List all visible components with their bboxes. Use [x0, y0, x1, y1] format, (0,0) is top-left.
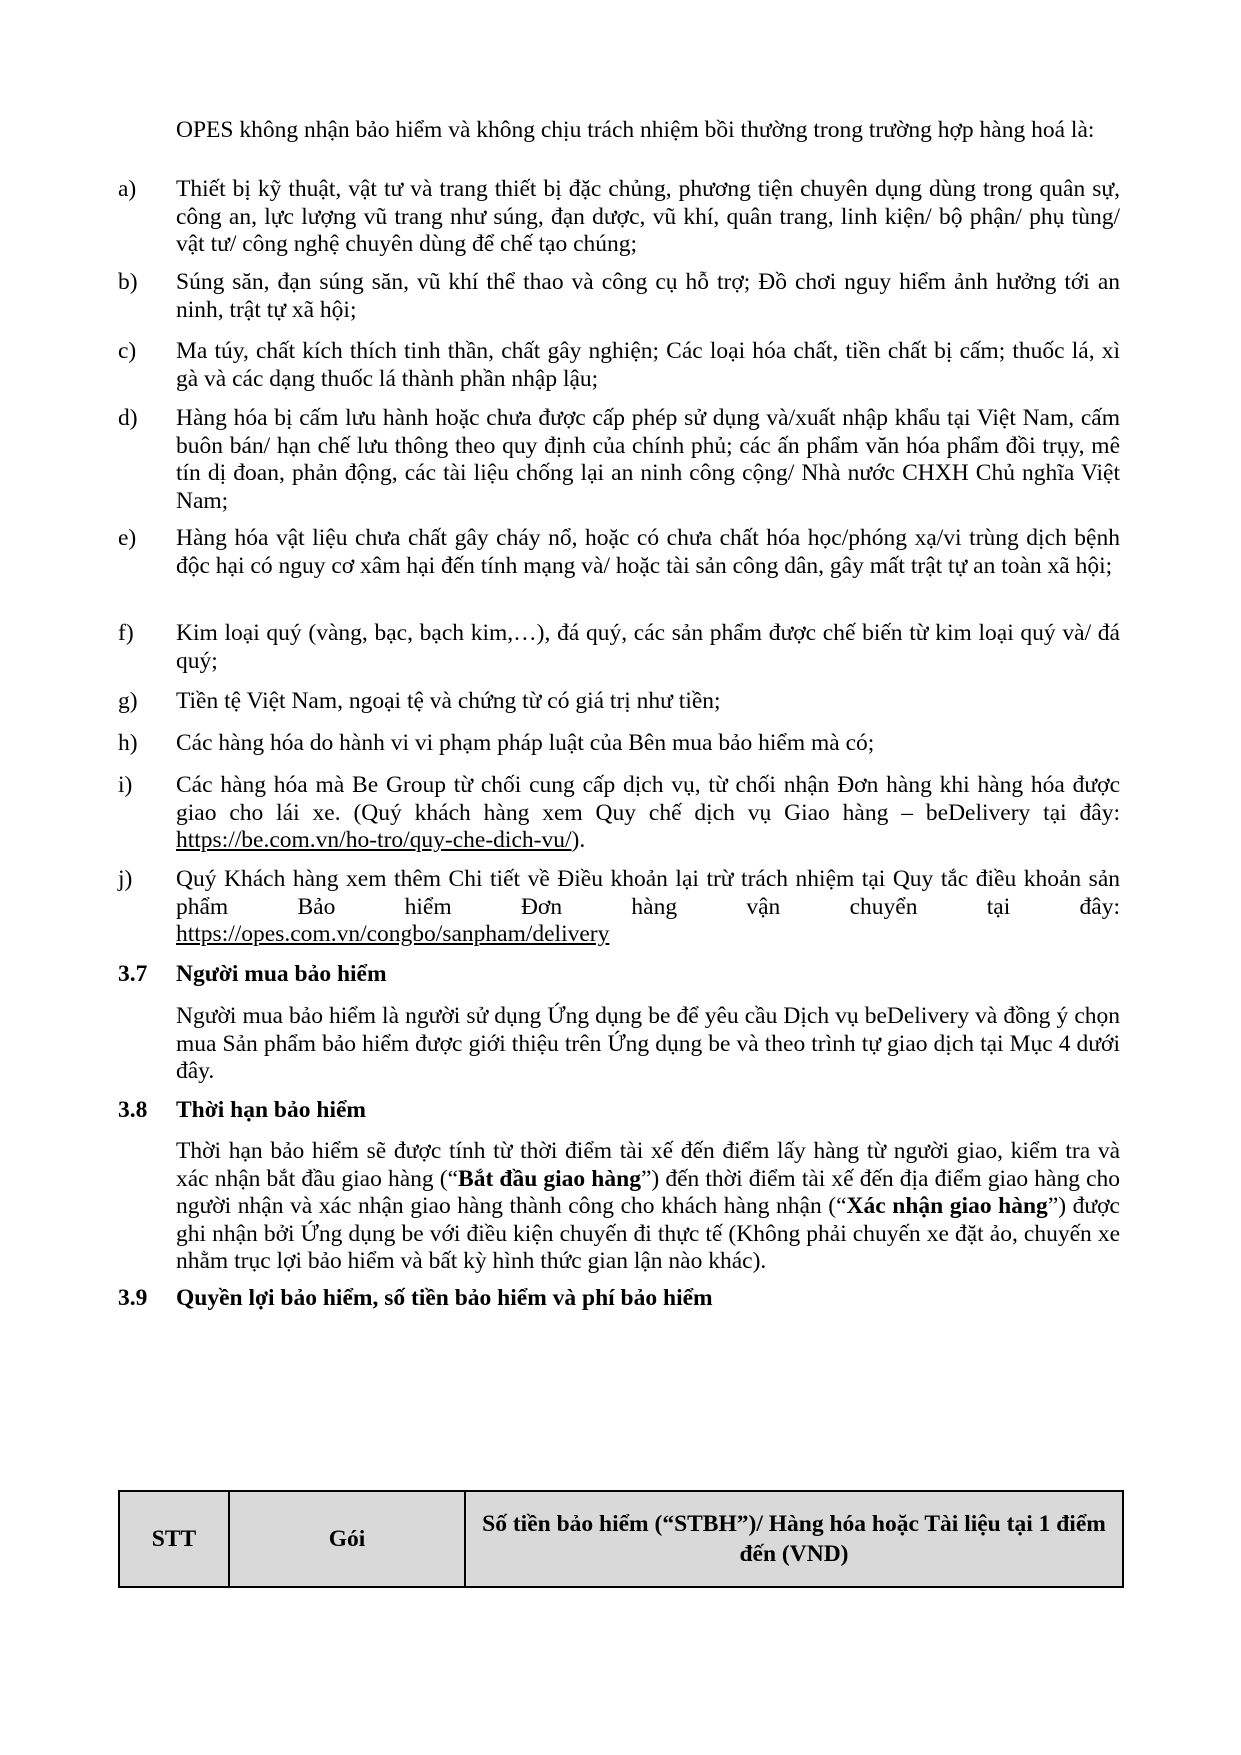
body-text: ”) được ghi nhận bởi Ứng dụng be với điều kiện chuyến đi thực tế (Không phải chuyến xe đặt ảo, chuyến xe nhằm trục lợi bảo hiểm và bất kỳ hình thức gian lận nào khác). [176, 1193, 1120, 1274]
section-3-7-body: Người mua bảo hiểm là người sử dụng Ứng dụng be để yêu cầu Dịch vụ beDelivery và đồng ý chọn mua Sản phẩm bảo hiểm được giới thiệu trên Ứng dụng be và theo trình tự giao dịch tại Mục 4 dưới đây. [176, 1003, 1120, 1084]
section-heading-3-9 [118, 1285, 1120, 1313]
section-heading-3-7 [118, 961, 1120, 989]
list-label: d) [118, 405, 138, 431]
item-j-text: Quý Khách hàng xem thêm Chi tiết về Điều khoản lại trừ trách nhiệm tại Quy tắc điều khoản sản phẩm Bảo hiểm Đơn hàng vận chuyển tại đây: [176, 866, 1120, 920]
list-text: Tiền tệ Việt Nam, ngoại tệ và chứng từ có giá trị như tiền; [176, 688, 721, 714]
section-number: 3.9 [118, 1285, 148, 1311]
list-text: Hàng hóa bị cấm lưu hành hoặc chưa được cấp phép sử dụng và/xuất nhập khẩu tại Việt Nam, cấm buôn bán/ hạn chế lưu thông theo quy định của chính phủ; các ấn phẩm văn hóa phẩm đồi trụy, mê tín dị đoan, phản động, các tài liệu chống lại an ninh công cộng/ Nhà nước CHXH Chủ nghĩa Việt Nam; [176, 405, 1120, 514]
list-text: Các hàng hóa do hành vi vi phạm pháp luật của Bên mua bảo hiểm mà có; [176, 730, 875, 756]
list-label: j) [118, 866, 133, 892]
list-label: b) [118, 269, 138, 295]
exclusion-item-b [118, 269, 1120, 324]
list-text: Ma túy, chất kích thích tinh thần, chất gây nghiện; Các loại hóa chất, tiền chất bị cấm; thuốc lá, xì gà và các dạng thuốc lá thành phần nhập lậu; [176, 338, 1120, 392]
be-policy-link[interactable]: https://be.com.vn/ho-tro/quy-che-dich-vu/ [176, 827, 572, 853]
section-heading-3-8 [118, 1097, 1120, 1125]
column-header-stt: STT [119, 1491, 229, 1587]
bold-term: Xác nhận giao hàng [846, 1193, 1048, 1219]
exclusion-item-j [118, 866, 1120, 949]
list-label: a) [118, 176, 137, 202]
exclusion-item-i [118, 772, 1120, 855]
exclusion-item-g [118, 688, 1120, 716]
opes-delivery-link[interactable]: https://opes.com.vn/congbo/sanpham/delivery [176, 921, 610, 947]
table-header-row [119, 1491, 1123, 1587]
exclusion-item-c [118, 338, 1120, 393]
column-header-sum-insured: Số tiền bảo hiểm (“STBH”)/ Hàng hóa hoặc Tài liệu tại 1 điểm đến (VND) [465, 1491, 1123, 1587]
intro-paragraph: OPES không nhận bảo hiểm và không chịu trách nhiệm bồi thường trong trường hợp hàng hoá là: [176, 117, 1095, 143]
list-text [176, 772, 1120, 855]
list-label: c) [118, 338, 137, 364]
list-label: g) [118, 688, 138, 714]
section-title: Quyền lợi bảo hiểm, số tiền bảo hiểm và phí bảo hiểm [176, 1285, 713, 1311]
list-label: h) [118, 730, 138, 756]
list-label: i) [118, 772, 133, 798]
column-header-package: Gói [229, 1491, 465, 1587]
exclusion-item-h [118, 730, 1120, 758]
list-label: e) [118, 525, 137, 551]
body-text: Thời hạn bảo hiểm sẽ được tính từ thời điểm tài xế đến điểm lấy hàng từ người giao, kiểm tra và xác nhận bắt đầu giao hàng (“ [176, 1138, 1120, 1192]
item-i-tail: ). [571, 827, 586, 853]
list-text: Hàng hóa vật liệu chưa chất gây cháy nổ, hoặc có chưa chất hóa học/phóng xạ/vi trùng dịch bệnh độc hại có nguy cơ xâm hại đến tính mạng và/ hoặc tài sản công dân, gây mất trật tự an toàn xã hội; [176, 525, 1120, 579]
section-number: 3.7 [118, 961, 148, 987]
exclusion-item-e [118, 525, 1120, 580]
list-text: Kim loại quý (vàng, bạc, bạch kim,…), đá quý, các sản phẩm được chế biến từ kim loại quý và/ đá quý; [176, 620, 1120, 674]
list-text: Thiết bị kỹ thuật, vật tư và trang thiết bị đặc chủng, phương tiện chuyên dụng dùng trong quân sự, công an, lực lượng vũ trang như súng, đạn dược, vũ khí, quân trang, linh kiện/ bộ phận/ phụ tùng/ vật tư/ công nghệ chuyên dùng để chế tạo chúng; [176, 176, 1120, 257]
list-text: Súng săn, đạn súng săn, vũ khí thể thao và công cụ hỗ trợ; Đồ chơi nguy hiểm ảnh hưởng tới an ninh, trật tự xã hội; [176, 269, 1120, 323]
body-text: ”) đến thời điểm tài xế đến địa điểm giao hàng cho người nhận và xác nhận giao hàng thành công cho khách hàng nhận (“ [176, 1165, 1121, 1219]
bold-term: Bắt đầu giao hàng [458, 1165, 641, 1192]
section-number: 3.8 [118, 1097, 148, 1123]
insurance-table [118, 1490, 1124, 1588]
item-i-text: Các hàng hóa mà Be Group từ chối cung cấp dịch vụ, từ chối nhận Đơn hàng khi hàng hóa được giao cho lái xe. (Quý khách hàng xem Quy chế dịch vụ Giao hàng – beDelivery tại đây: [176, 772, 1120, 826]
list-text [176, 866, 1120, 949]
section-title: Thời hạn bảo hiểm [176, 1097, 366, 1123]
exclusion-item-d [118, 405, 1120, 515]
exclusion-item-f [118, 620, 1120, 675]
section-title: Người mua bảo hiểm [176, 961, 387, 987]
exclusion-item-a [118, 176, 1120, 259]
section-3-8-body [176, 1138, 1120, 1276]
list-label: f) [118, 620, 134, 646]
